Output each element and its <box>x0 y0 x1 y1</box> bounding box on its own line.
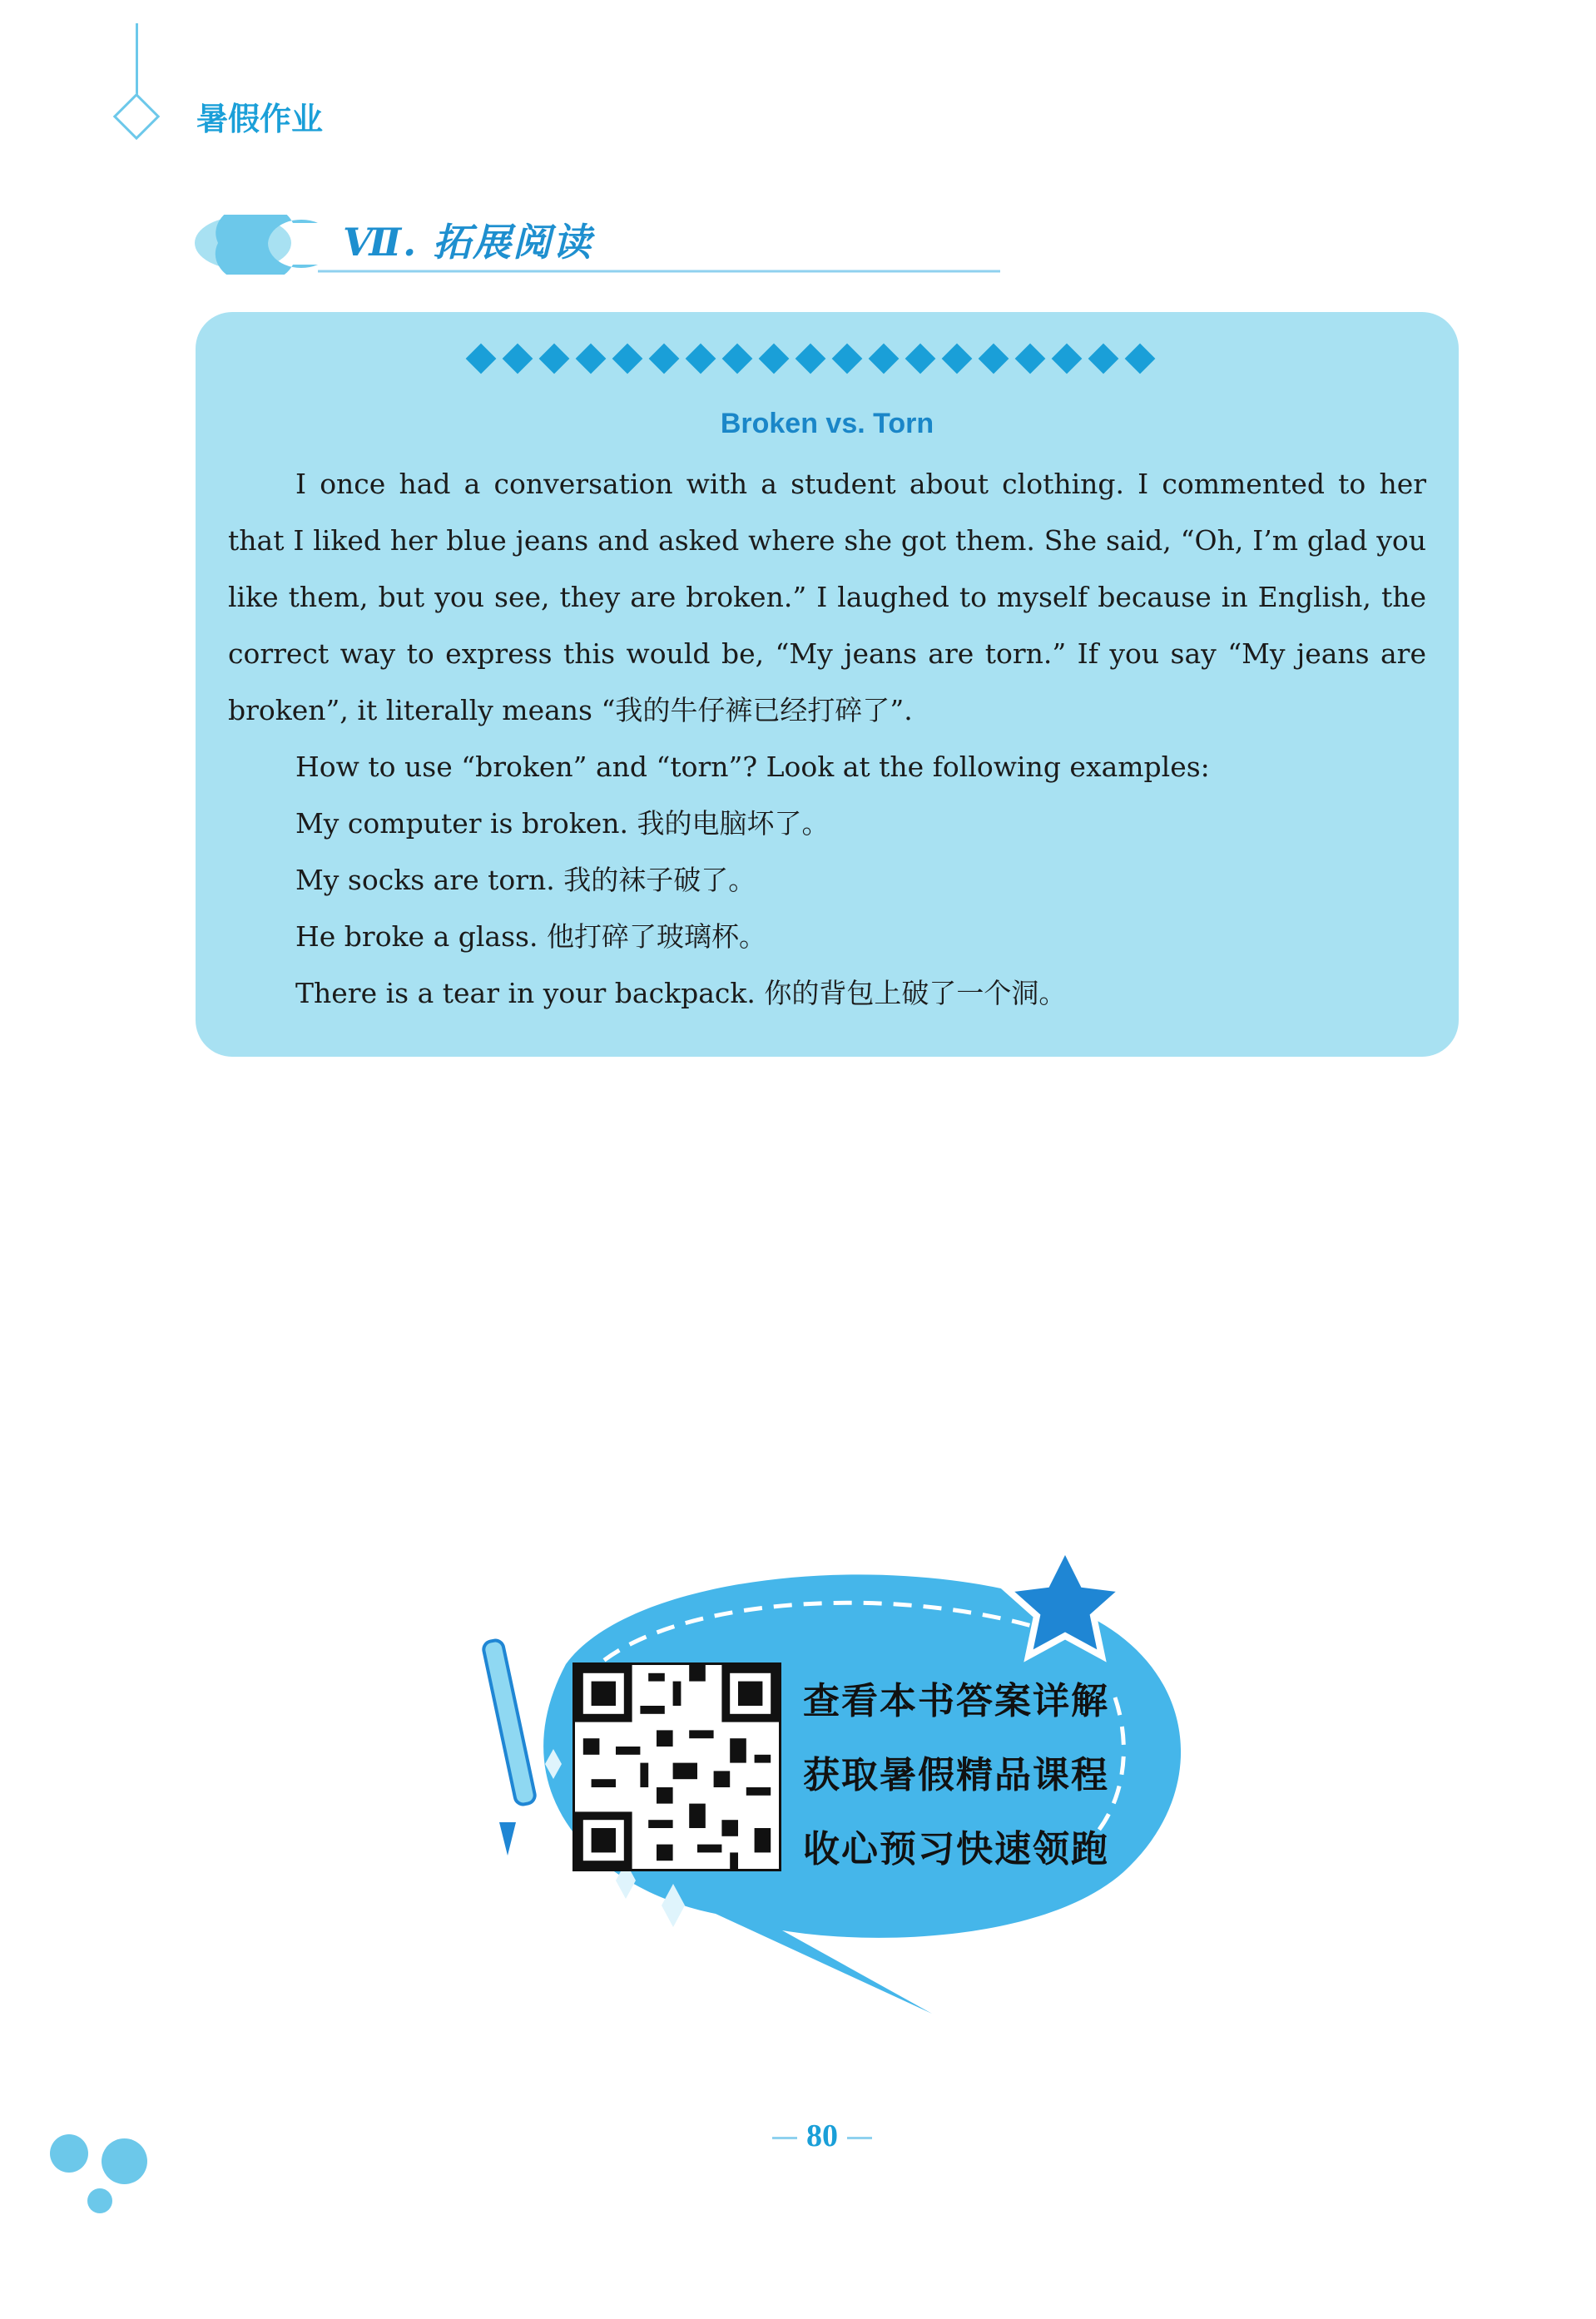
qr-code-icon[interactable] <box>572 1662 781 1871</box>
promo-line-answers: 查看本书答案详解 <box>803 1680 1109 1722</box>
paragraph-1-text: I once had a conversation with a student about clothing. I commented to her that I liked her blue jeans and asked where she got them. She said, “Oh, I’m glad you like them, but you see, they are broken.” I laughed to myself because in English, the correct way to express this would be, “My jeans are torn.” If you say “My jeans are broken”, it literally means “我的牛仔裤已经打碎了”. <box>228 468 1426 726</box>
promo-line-courses: 获取暑假精品课程 <box>803 1754 1109 1796</box>
example-line-3: He broke a glass. 他打碎了玻璃杯。 <box>295 920 766 953</box>
pencil-icon <box>482 1639 536 1856</box>
example-line-2: My socks are torn. 我的袜子破了。 <box>295 864 756 896</box>
section-title: Ⅶ. 拓展阅读 <box>343 220 593 265</box>
reading-paragraph-1 <box>228 456 1426 739</box>
banner-swoosh-icon <box>193 215 1000 275</box>
decorative-dot-icon <box>87 2188 112 2213</box>
decorative-dot-icon <box>50 2134 88 2173</box>
decorative-dot-icon <box>102 2138 147 2184</box>
section-banner <box>193 215 1000 275</box>
qr-code-pattern <box>575 1665 779 1869</box>
page-header-title: 暑假作业 <box>196 101 324 137</box>
header-diamond-icon <box>113 93 161 141</box>
reading-title: Broken vs. Torn <box>720 408 934 439</box>
promo-line-preview: 收心预习快速领跑 <box>803 1828 1109 1871</box>
page-number: 80 <box>806 2118 838 2153</box>
example-line-4: There is a tear in your backpack. 你的背包上破了一个洞。 <box>295 977 1067 1009</box>
reading-paragraph-2: How to use “broken” and “torn”? Look at the following examples: <box>295 751 1210 783</box>
example-line-1: My computer is broken. 我的电脑坏了。 <box>295 807 830 840</box>
